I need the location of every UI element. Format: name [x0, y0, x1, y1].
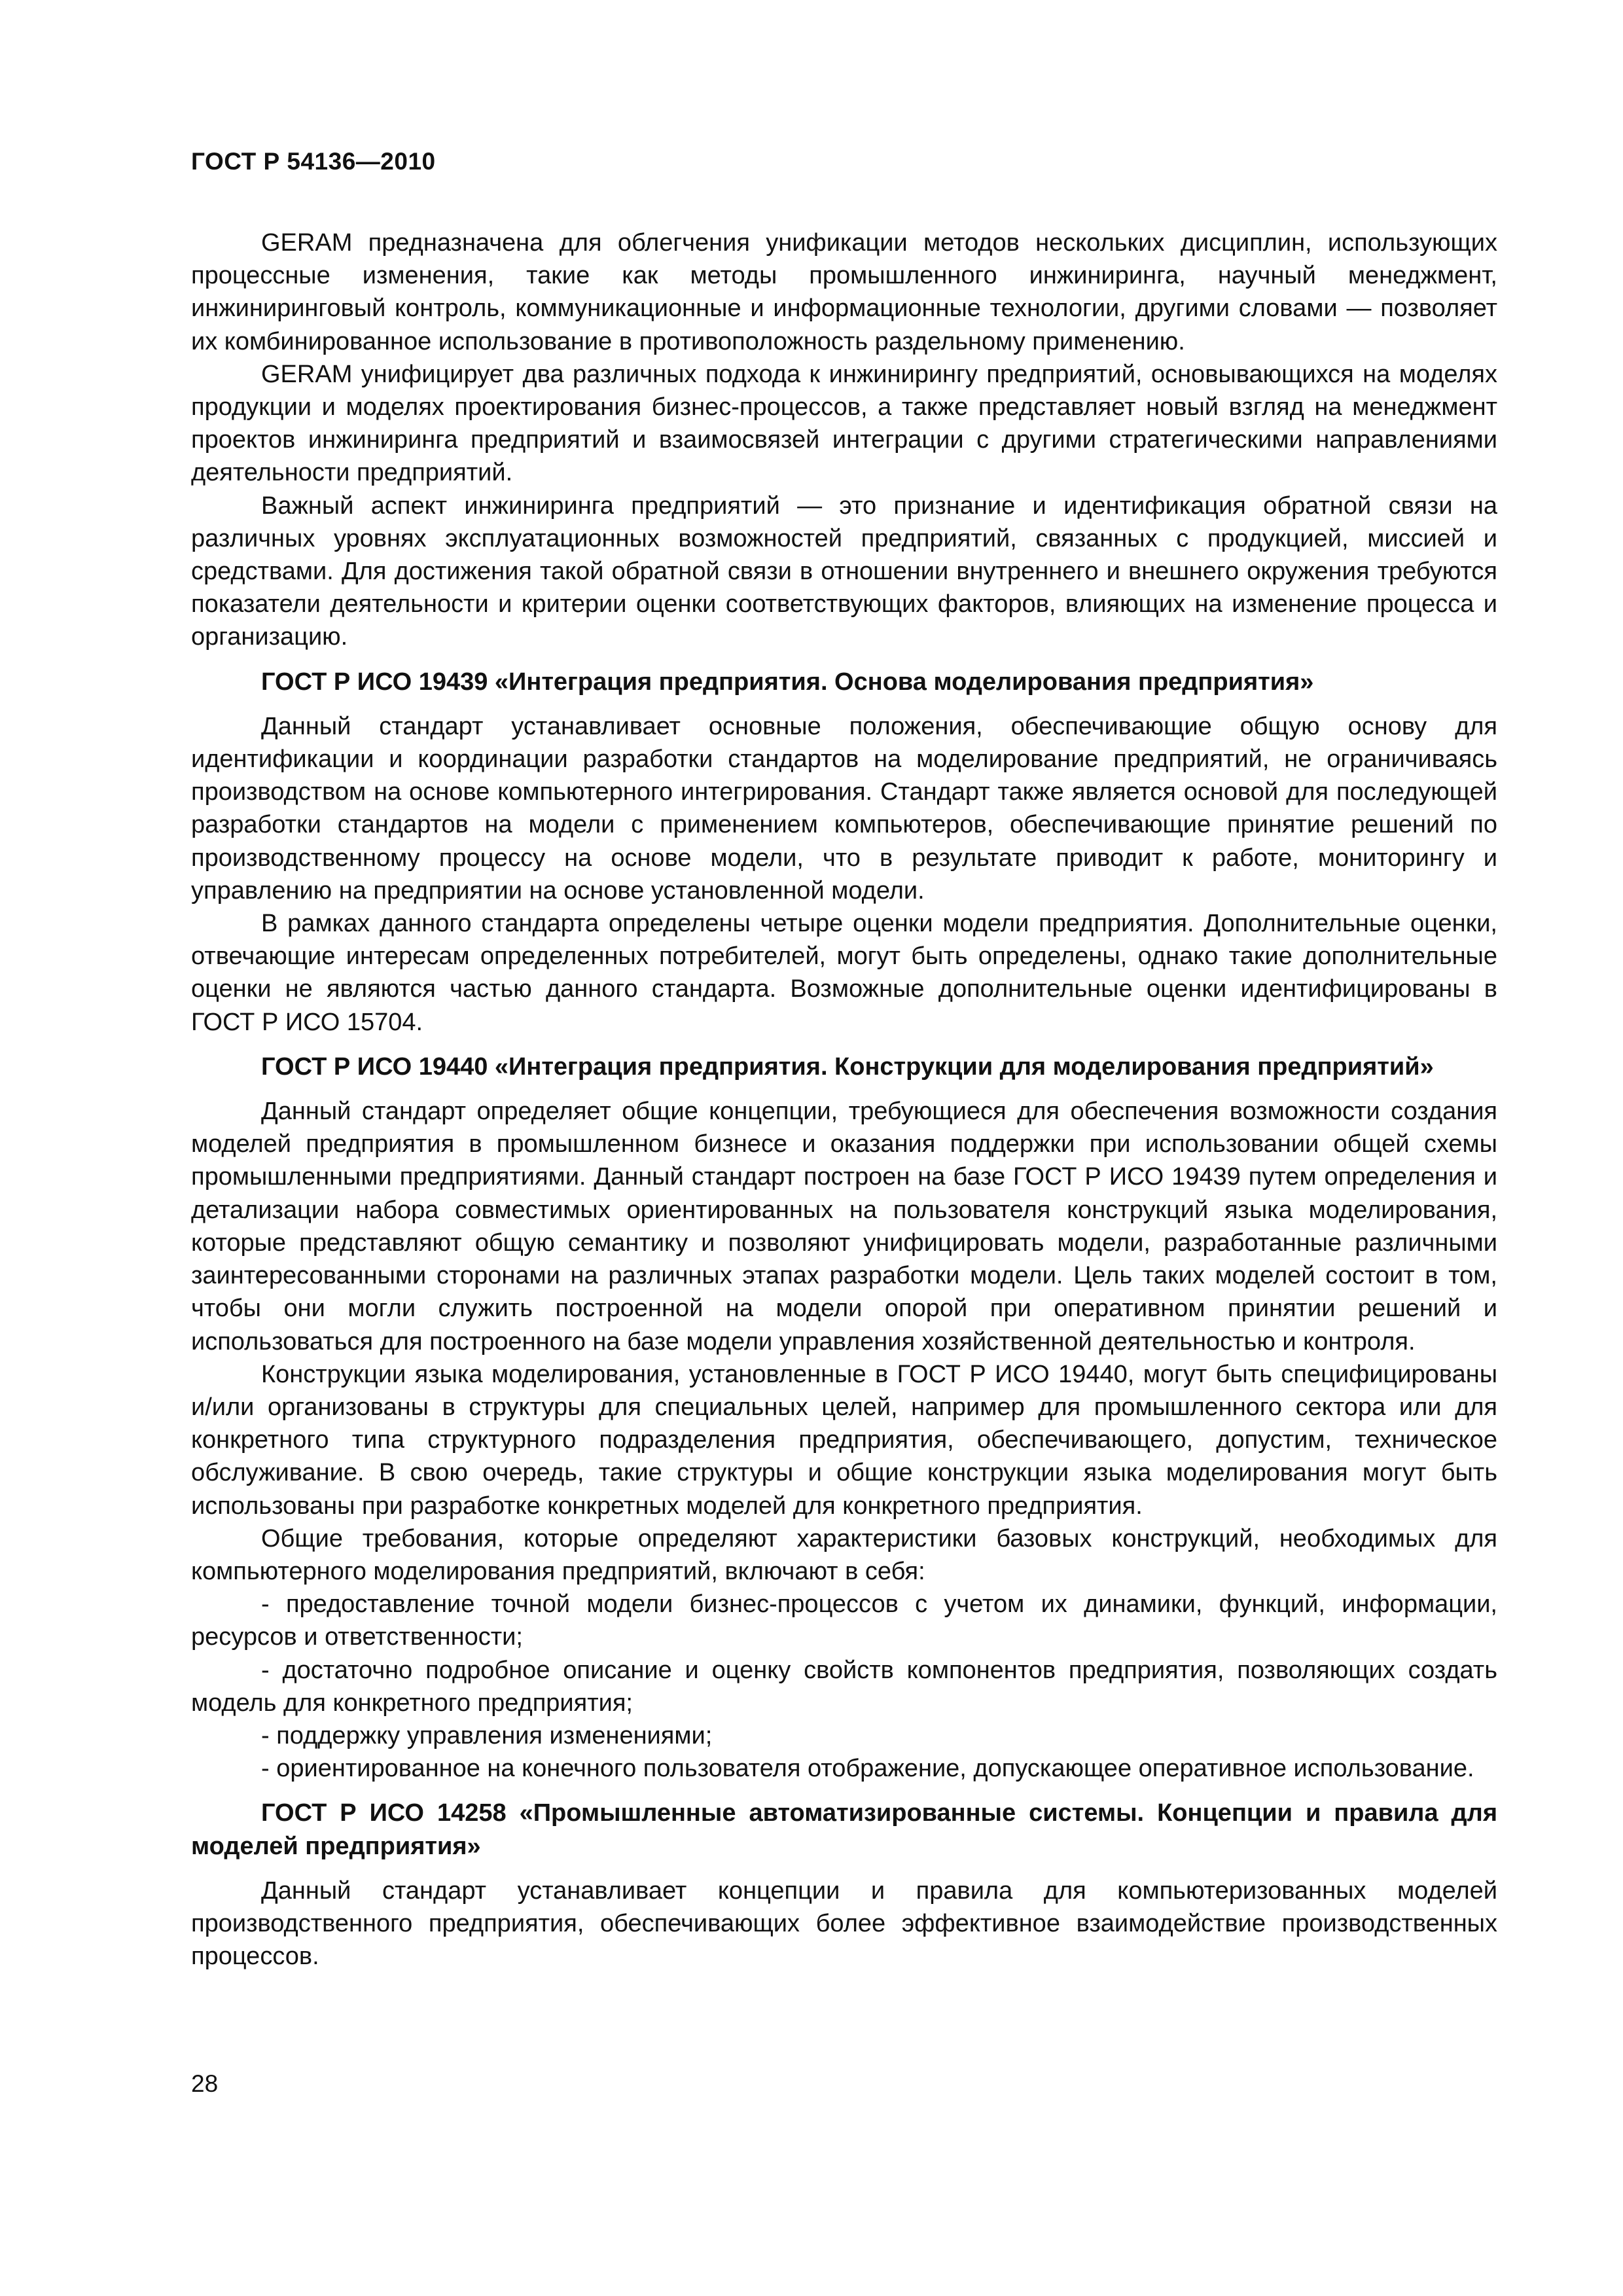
- section-heading-19439: ГОСТ Р ИСО 19439 «Интеграция предприятия. Основа моделирования предприятия»: [261, 668, 1314, 696]
- paragraph: Общие требования, которые определяют характеристики базовых конструкций, необходимых для компьютерного моделирования предприятий, включают в себя:: [191, 1524, 1497, 1585]
- paragraph: В рамках данного стандарта определены четыре оценки модели предприятия. Дополнительные оценки, отвечающие интересам определенных потребителей, могут быть определены, однако такие дополнительные оценки не являются частью данного стандарта. Возможные дополнительные оценки идентифицированы в ГОСТ Р ИСО 15704.: [191, 910, 1497, 1036]
- list-item: - ориентированное на конечного пользователя отображение, допускающее оперативное использование.: [261, 1755, 1474, 1783]
- paragraph: Данный стандарт определяет общие концепции, требующиеся для обеспечения возможности создания моделей предприятия в промышленном бизнесе и оказания поддержки при использовании общей схемы промышленными предприятиями. Данный стандарт построен на базе ГОСТ Р ИСО 19439 путем определения и детализации набора совместимых ориентированных на пользователя конструкций языка моделирования, которые представляют общую семантику и позволяют унифицировать модели, разработанные различными заинтересованными сторонами на различных этапах разработки модели. Цель таких моделей состоит в том, чтобы они могли служить построенной на модели опорой при оперативном принятии решений и использоваться для построенного на базе модели управления хозяйственной деятельностью и контроля.: [191, 1098, 1497, 1355]
- standard-header: ГОСТ Р 54136—2010: [191, 148, 436, 175]
- paragraph: Данный стандарт устанавливает концепции и правила для компьютеризованных моделей производственного предприятия, обеспечивающих более эффективное взаимодействие производственных процессов.: [191, 1876, 1497, 1971]
- paragraph: GERAM предназначена для облегчения унификации методов нескольких дисциплин, использующих процессные изменения, такие как методы промышленного инжиниринга, научный менеджмент, инжиниринговый контроль, коммуникационные и информационные технологии, другими словами — позволяет их комбинированное использование в противоположность раздельному применению.: [191, 229, 1497, 355]
- list-item: - достаточно подробное описание и оценку свойств компонентов предприятия, позволяющих создать модель для конкретного предприятия;: [191, 1656, 1497, 1717]
- list-item: - предоставление точной модели бизнес-процессов с учетом их динамики, функций, информации, ресурсов и ответственности;: [191, 1590, 1497, 1651]
- page-number: 28: [191, 2070, 219, 2097]
- section-heading-14258: ГОСТ Р ИСО 14258 «Промышленные автоматизированные системы. Концепции и правила для моделей предприятия»: [191, 1799, 1497, 1860]
- paragraph: Данный стандарт устанавливает основные положения, обеспечивающие общую основу для идентификации и координации разработки стандартов на моделирование предприятий, не ограничиваясь производством на основе компьютерного интегрирования. Стандарт также является основой для последующей разработки стандартов на модели с применением компьютеров, обеспечивающие принятие решений по производственному процессу на основе модели, что в результате приводит к работе, мониторингу и управлению на предприятии на основе установленной модели.: [191, 712, 1497, 905]
- section-heading-19440: ГОСТ Р ИСО 19440 «Интеграция предприятия. Конструкции для моделирования предприятий»: [261, 1052, 1434, 1081]
- paragraph: GERAM унифицирует два различных подхода к инжинирингу предприятий, основывающихся на моделях продукции и моделях проектирования бизнес-процессов, а также представляет новый взгляд на менеджмент проектов инжиниринга предприятий и взаимосвязей интеграции с другими стратегическими направлениями деятельности предприятий.: [191, 360, 1497, 487]
- paragraph: Важный аспект инжиниринга предприятий — это признание и идентификация обратной связи на различных уровнях эксплуатационных возможностей предприятий, связанных с продукцией, миссией и средствами. Для достижения такой обратной связи в отношении внутреннего и внешнего окружения требуются показатели деятельности и критерии оценки соответствующих факторов, влияющих на изменение процесса и организацию.: [191, 492, 1497, 651]
- paragraph: Конструкции языка моделирования, установленные в ГОСТ Р ИСО 19440, могут быть специфицированы и/или организованы в структуры для специальных целей, например для промышленного сектора или для конкретного типа структурного подразделения предприятия, обеспечивающего, допустим, техническое обслуживание. В свою очередь, такие структуры и общие конструкции языка моделирования могут быть использованы при разработке конкретных моделей для конкретного предприятия.: [191, 1360, 1497, 1520]
- page-content: [191, 226, 1497, 1973]
- list-item: - поддержку управления изменениями;: [261, 1721, 713, 1749]
